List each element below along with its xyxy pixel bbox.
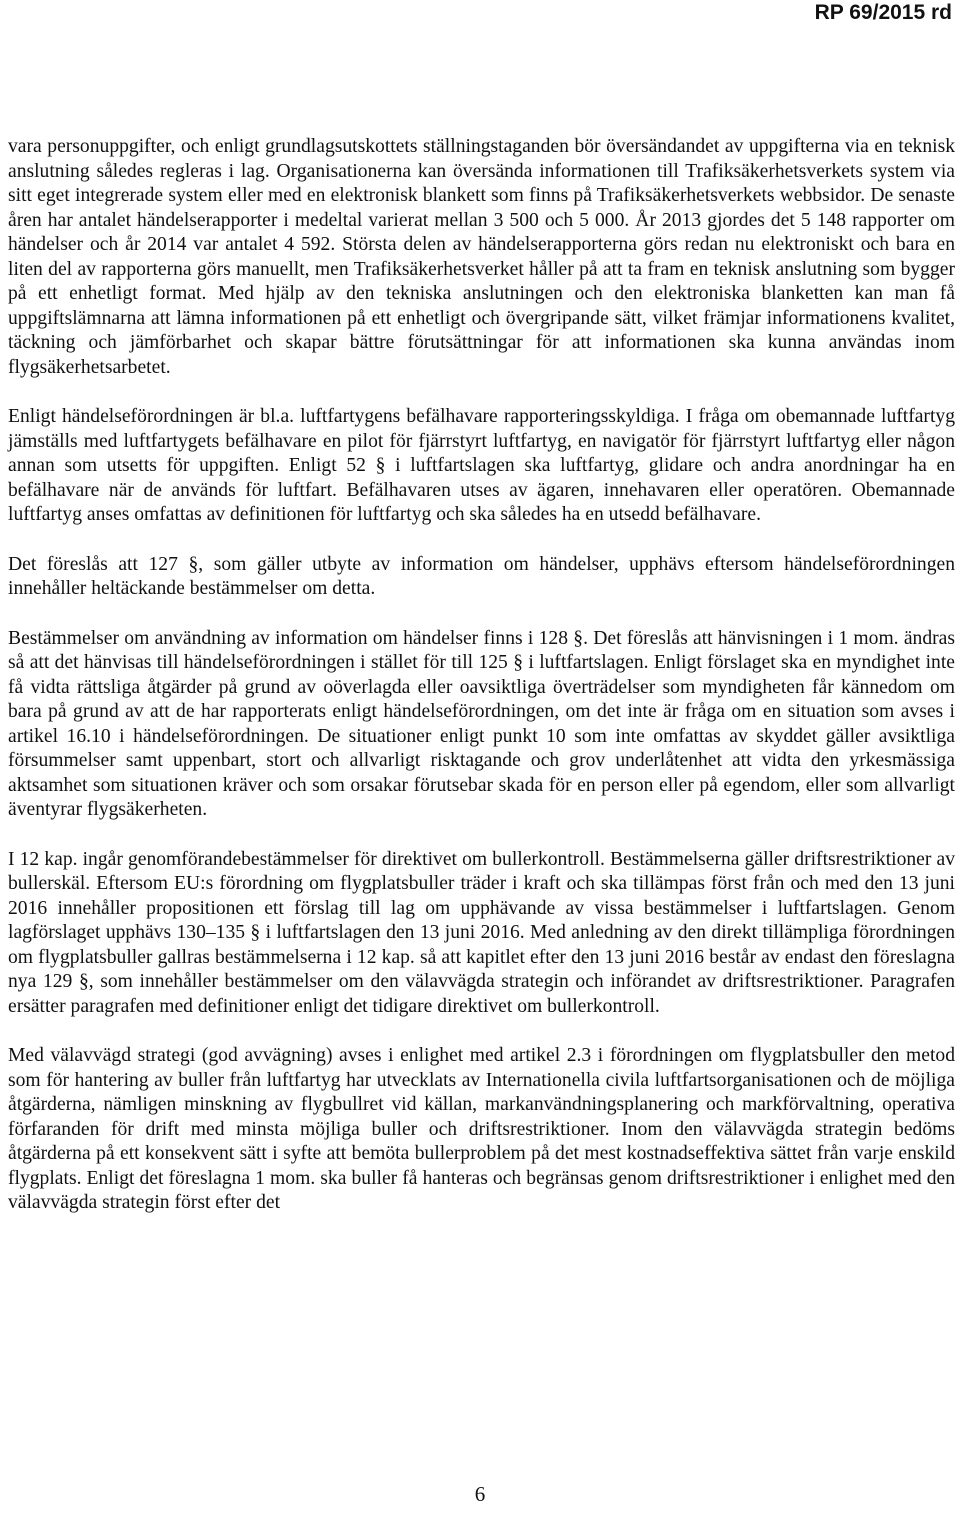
paragraph-balanced-approach: Med välavvägd strategi (god avvägning) avses i enlighet med artikel 2.3 i förordningen om flygplatsbuller den metod som för hantering av buller från luftfartyg har utvecklats av Internationella civila luftfartsorganisationen och de möjliga åtgärderna, nämligen minskning av flygbullret vid källan, markanvändningsplanering och markförvaltning, operativa förfaranden för drift med minsta möjliga buller och driftsrestriktioner. Inom den välavvägda strategin bedöms åtgärderna på ett konsekvent sätt i syfte att bemöta bullerproblem på det mest kostnadseffektiva sättet från varje enskild flygplats. Enligt det föreslagna 1 mom. ska buller få hanteras och begränsas genom driftsrestriktioner i enlighet med den välavvägda strategin först efter det [8, 1045, 955, 1213]
document-id-header: RP 69/2015 rd [814, 1, 952, 24]
paragraph-section-127: Det föreslås att 127 §, som gäller utbyte av information om händelser, upphävs eftersom händelseförordningen innehåller heltäckande bestämmelser om detta. [8, 553, 955, 599]
page-number: 6 [474, 1482, 486, 1506]
paragraph-section-128: Bestämmelser om användning av information om händelser finns i 128 §. Det föreslås att hänvisningen i 1 mom. ändras så att det hänvisas till händelseförordningen i stället för till 125 § i luftfartslagen. Enligt förslaget ska en myndighet inte få vidta rättsliga åtgärder på grund av oöverlagda eller oavsiktliga överträdelser som myndigheten får kännedom om bara på grund av att de har rapporterats enligt händelseförordningen, om det inte är fråga om en situation som avses i artikel 16.10 i händelseförordningen. De situationer enligt punkt 10 som inte omfattas av skyddet gäller avsiktliga försummelser samt uppenbart, stort och allvarligt risktagande och grov underlåtenhet att vidta den yrkesmässiga aktsamhet som situationen kräver och som orsakar förutsebar skada för en person eller på egendom, eller som allvarligt äventyrar flygsäkerheten. [8, 627, 955, 820]
paragraph-event-reporting: vara personuppgifter, och enligt grundlagsutskottets ställningstaganden bör översändandet av uppgifterna via en teknisk anslutning således regleras i lag. Organisationerna kan översända informationen till Trafiksäkerhetsverkets system via sitt eget integrerade system eller med en elektronisk blankett som finns på Trafiksäkerhetsverkets webbsidor. De senaste åren har antalet händelserapporter i medeltal varierat mellan 3 500 och 5 000. År 2013 gjordes det 5 148 rapporter om händelser och år 2014 var antalet 4 592. Största delen av händelserapporterna görs redan nu elektroniskt och bara en liten del av rapporterna görs manuellt, men Trafiksäkerhetsverket håller på att ta fram en teknisk anslutning som bygger på ett enhetligt format. Med hjälp av den tekniska anslutningen och den elektroniska blanketten kan man få uppgiftslämnarna att lämna informationen på ett enhetligt och övergripande sätt, vilket främjar informationens kvalitet, täckning och jämförbarhet och skapar bättre förutsättningar för att informationen ska kunna användas inom flygsäkerhetsarbetet. [8, 136, 955, 378]
document-body [8, 135, 955, 1241]
paragraph-chapter-12: I 12 kap. ingår genomförandebestämmelser för direktivet om bullerkontroll. Bestämmelserna gäller driftsrestriktioner av bullerskäl. Eftersom EU:s förordning om flygplatsbuller träder i kraft och ska tillämpas först från och med den 13 juni 2016 innehåller propositionen ett förslag till lag om upphävande av vissa bestämmelser i luftfartslagen. Genom lagförslaget upphävs 130–135 § i luftfartslagen den 13 juni 2016. Med anledning av den direkt tillämpliga förordningen om flygplatsbuller gallras bestämmelserna i 12 kap. så att kapitlet efter den 13 juni 2016 består av endast den föreslagna nya 129 §, som innehåller bestämmelser om den välavvägda strategin och införandet av driftsrestriktioner. Paragrafen ersätter paragrafen med definitioner enligt det tidigare direktivet om bullerkontroll. [8, 848, 955, 1017]
paragraph-commander-obligation: Enligt händelseförordningen är bl.a. luftfartygens befälhavare rapporteringsskyldiga. I fråga om obemannade luftfartyg jämställs med luftfartygets befälhavare en pilot för fjärrstyrt luftfartyg, en navigatör för fjärrstyrt luftfartyg eller någon annan som utsetts för uppgiften. Enligt 52 § i luftfartslagen ska luftfartyg, glidare och andra anordningar ha en befälhavare när de används för luftfart. Befälhavaren utses av ägaren, innehavaren eller operatören. Obemannade luftfartyg anses omfattas av definitionen för luftfartyg och ska således ha en utsedd befälhavare. [8, 406, 955, 525]
